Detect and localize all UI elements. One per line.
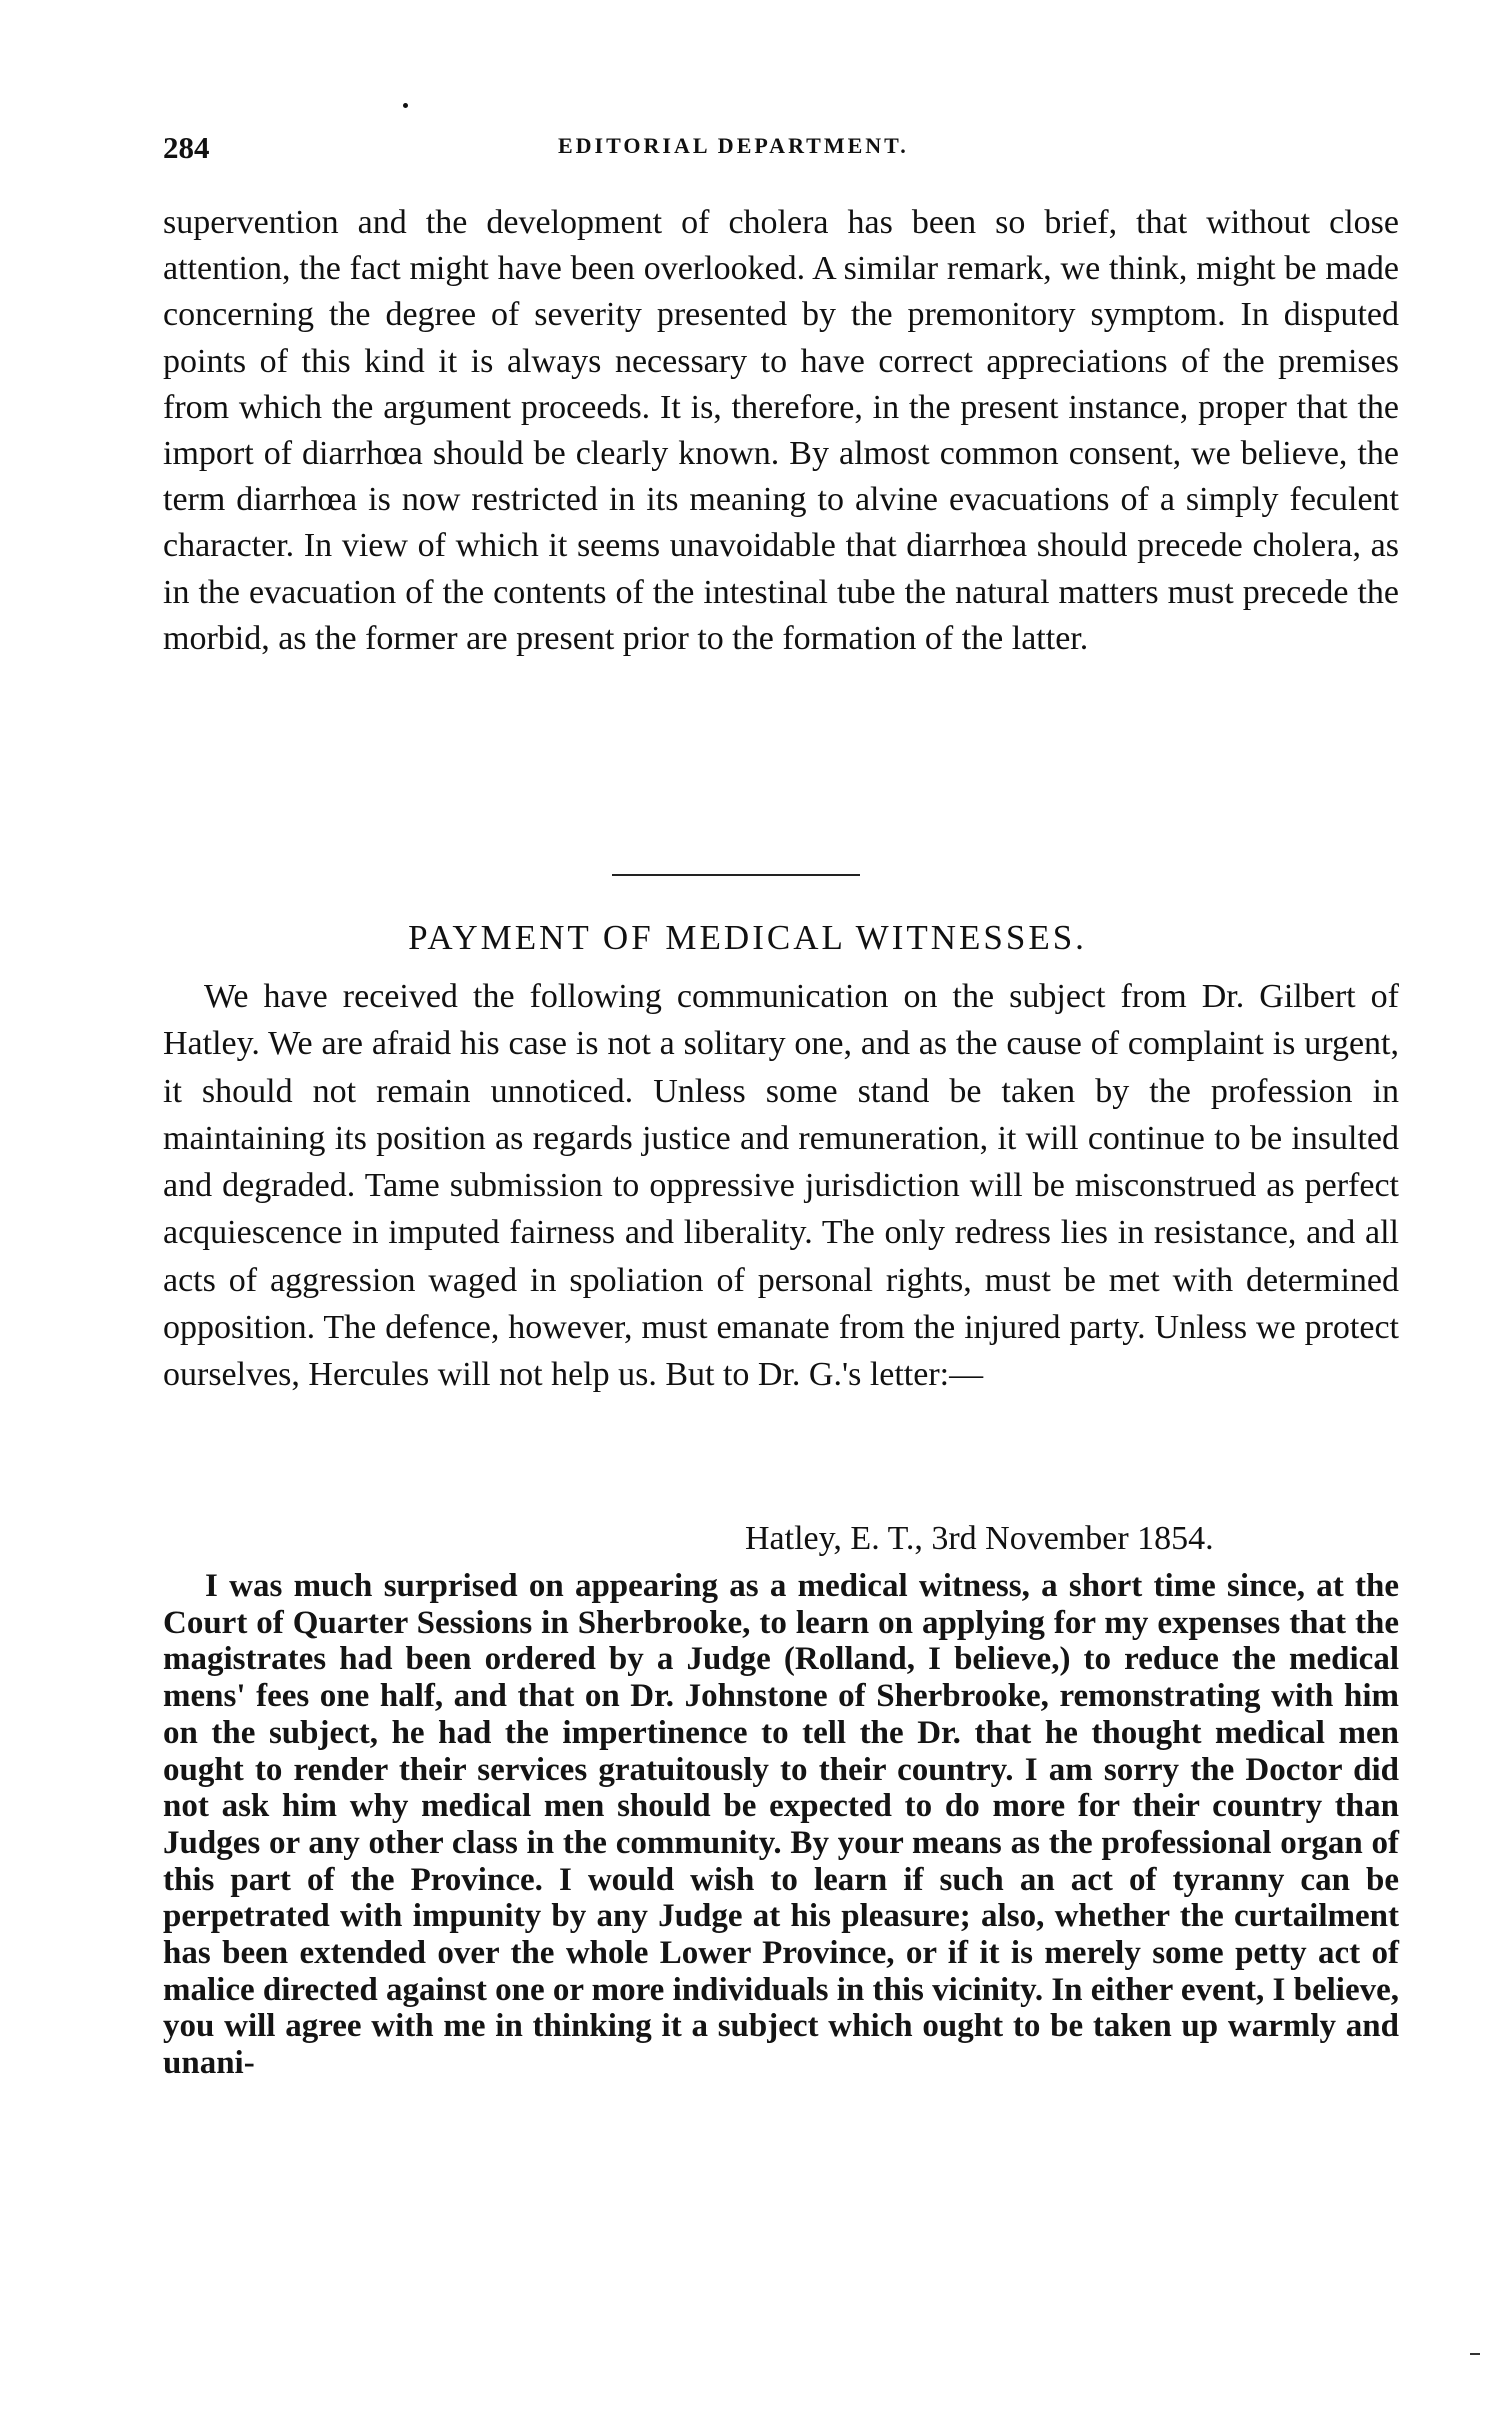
margin-mark [1470,2353,1480,2355]
section-divider [612,874,860,876]
page-number: 284 [163,130,210,165]
communication-paragraph: We have received the following communication on the subject from Dr. Gilbert of Hatley. We are afraid his case is not a solitary one, and as the cause of complaint is urgent, it should not remain unnoticed. Unless some stand be taken by the profession in maintaining its position as regards justice and remuneration, it will continue to be insulted and degraded. Tame submission to oppressive jurisdiction will be misconstrued as perfect acquiescence in imputed fairness and liberality. The only redress lies in resistance, and all acts of aggression waged in spoliation of personal rights, must be met with determined opposition. The defence, however, must emanate from the injured party. Unless we protect ourselves, Hercules will not help us. But to Dr. G.'s letter:— [163,978,1399,1394]
section-title: PAYMENT OF MEDICAL WITNESSES. [408,918,1087,957]
ink-speck [403,103,408,108]
letter-body: I was much surprised on appearing as a medical witness, a short time since, at the Court of Quarter Sessions in Sherbrooke, to learn on applying for my expenses that the magistrates had been ordered by a Judge (Rolland, I believe,) to reduce the medical mens' fees one half, and that on Dr. Johnstone of Sherbrooke, remonstrating with him on the subject, he had the impertinence to tell the Dr. that he thought medical men ought to render their services gratuitously to their country. I am sorry the Doctor did not ask him why medical men should be expected to do more for their country than Judges or any other class in the community. By your means as the professional organ of this part of the Province. I would wish to learn if such an act of tyranny can be perpetrated with impunity by any Judge at his pleasure; also, whether the curtailment has been extended over the whole Lower Province, or if it is merely some petty act of malice directed against one or more individuals in this vicinity. In either event, I believe, you will agree with me in thinking it a subject which ought to be taken up warmly and unani- [163,1568,1399,2082]
page-header [163,130,1393,170]
running-head: EDITORIAL DEPARTMENT. [558,133,909,158]
letter-dateline: Hatley, E. T., 3rd November 1854. [745,1520,1214,1557]
intro-paragraph: supervention and the development of cholera has been so brief, that without close attention, the fact might have been overlooked. A similar remark, we think, might be made concerning the degree of severity presented by the premonitory symptom. In disputed points of this kind it is always necessary to have correct appreciations of the premises from which the argument proceeds. It is, therefore, in the present instance, proper that the import of diarrhœa should be clearly known. By almost common consent, we believe, the term diarrhœa is now restricted in its meaning to alvine evacuations of a simply feculent character. In view of which it seems unavoidable that diarrhœa should precede cholera, as in the evacuation of the contents of the intestinal tube the natural matters must precede the morbid, as the former are present prior to the formation of the latter. [163,204,1399,657]
